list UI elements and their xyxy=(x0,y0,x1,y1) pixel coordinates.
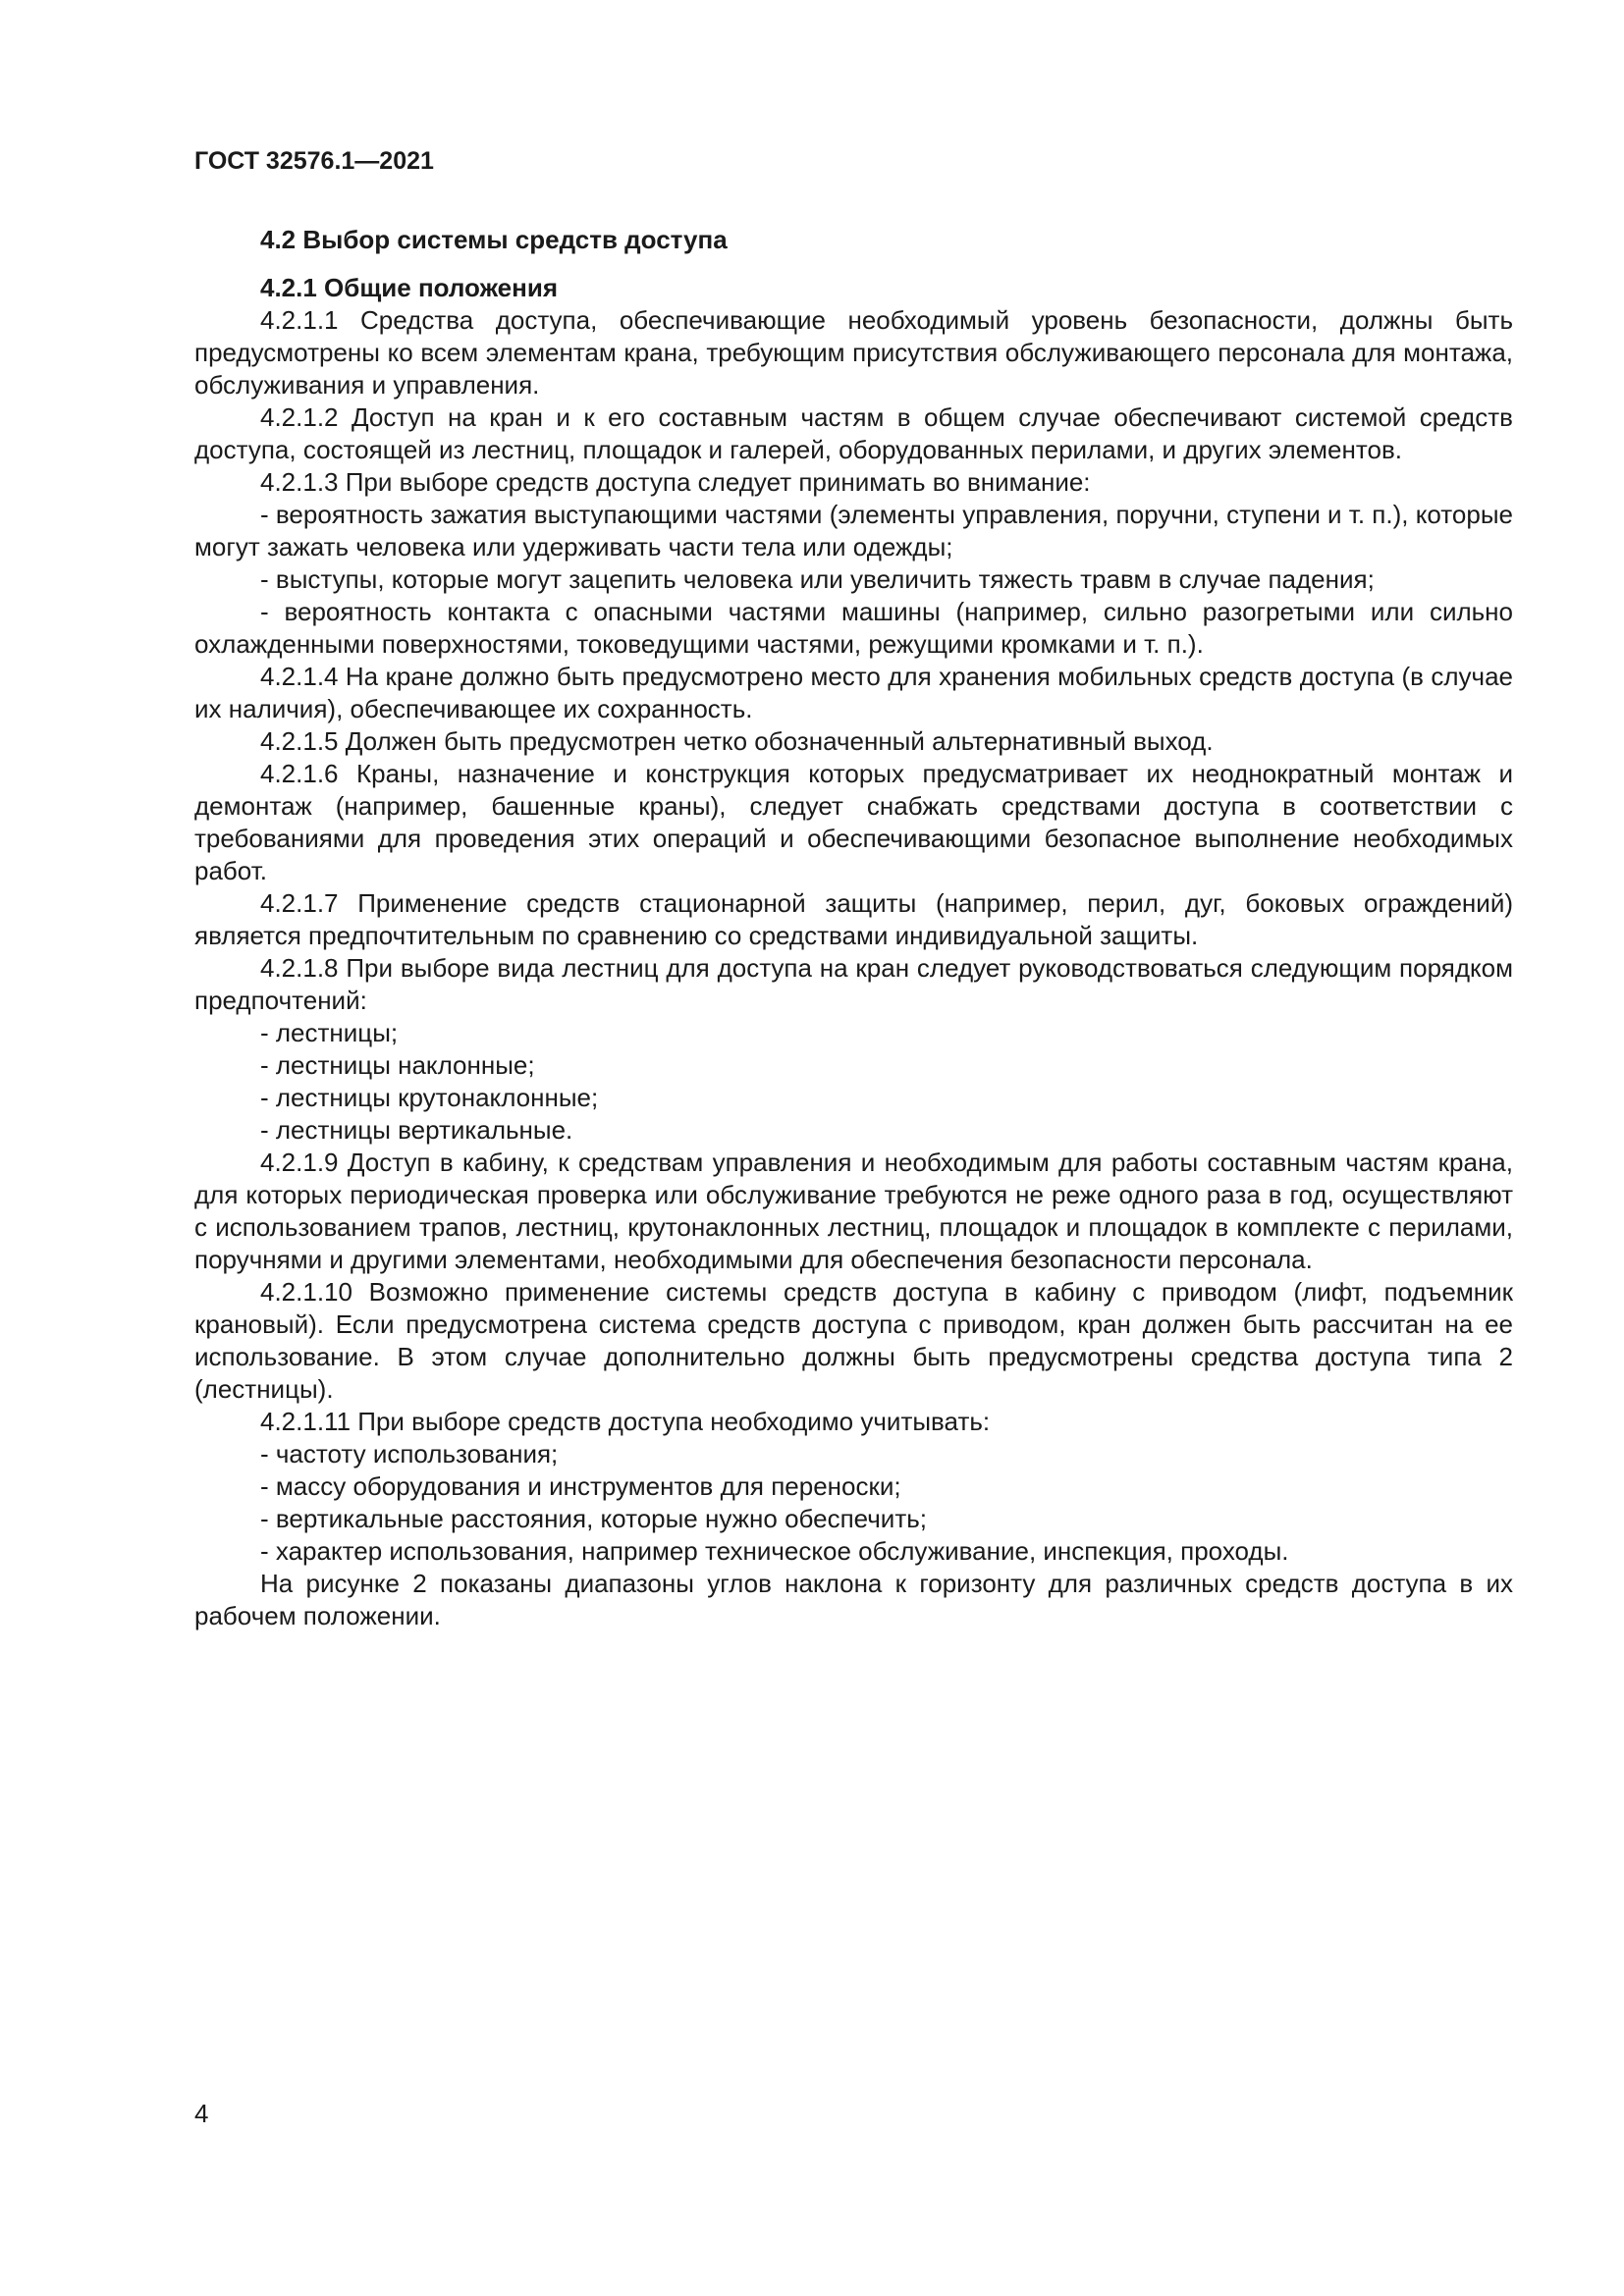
list-item: - характер использования, например техническое обслуживание, инспекция, проходы. xyxy=(260,1536,1289,1566)
list-item: - лестницы вертикальные. xyxy=(260,1115,573,1145)
paragraph: 4.2.1.6 Краны, назначение и конструкция которых предусматривает их неоднократный монтаж и демонтаж (например, башенные краны), следует снабжать средствами доступа в соответствии с требованиями для проведения этих операций и обеспечивающими безопасное выполнение необходимых работ. xyxy=(194,759,1513,885)
list-item: - вероятность зажатия выступающими частями (элементы управления, поручни, ступени и т. п.), которые могут зажать человека или удерживать части тела или одежды; xyxy=(194,500,1513,561)
document-header: ГОСТ 32576.1—2021 xyxy=(194,147,434,175)
paragraph: 4.2.1.5 Должен быть предусмотрен четко обозначенный альтернативный выход. xyxy=(260,726,1214,756)
list-item: - вероятность контакта с опасными частями машины (например, сильно разогретыми или сильно охлажденными поверхностями, токоведущими частями, режущими кромками и т. п.). xyxy=(194,597,1513,659)
paragraph: 4.2.1.4 На кране должно быть предусмотрено место для хранения мобильных средств доступа (в случае их наличия), обеспечивающее их сохранность. xyxy=(194,662,1513,723)
paragraph: 4.2.1.7 Применение средств стационарной защиты (например, перил, дуг, боковых ограждений) является предпочтительным по сравнению со средствами индивидуальной защиты. xyxy=(194,888,1513,950)
paragraph: 4.2.1.11 При выборе средств доступа необходимо учитывать: xyxy=(260,1407,991,1436)
section-content xyxy=(194,224,1513,1632)
list-item: - массу оборудования и инструментов для переноски; xyxy=(260,1471,901,1501)
paragraph: 4.2.1.9 Доступ в кабину, к средствам управления и необходимым для работы составным частям крана, для которых периодическая проверка или обслуживание требуются не реже одного раза в год, осуществляют с использованием трапов, лестниц, крутонаклонных лестниц, площадок и площадок в комплекте с перилами, поручнями и другими элементами, необходимыми для обеспечения безопасности персонала. xyxy=(194,1148,1513,1274)
list-item: - лестницы крутонаклонные; xyxy=(260,1083,599,1112)
paragraph: На рисунке 2 показаны диапазоны углов наклона к горизонту для различных средств доступа в их рабочем положении. xyxy=(194,1569,1513,1630)
list-item: - выступы, которые могут зацепить человека или увеличить тяжесть травм в случае падения; xyxy=(260,564,1375,594)
list-item: - вертикальные расстояния, которые нужно обеспечить; xyxy=(260,1504,928,1533)
subsection-heading: 4.2.1 Общие положения xyxy=(260,273,558,302)
list-item: - частоту использования; xyxy=(260,1439,559,1468)
paragraph: 4.2.1.8 При выборе вида лестниц для доступа на кран следует руководствоваться следующим порядком предпочтений: xyxy=(194,953,1513,1015)
paragraph: 4.2.1.3 При выборе средств доступа следует принимать во внимание: xyxy=(260,467,1091,497)
page-number: 4 xyxy=(194,2099,209,2128)
paragraph: 4.2.1.1 Средства доступа, обеспечивающие необходимый уровень безопасности, должны быть предусмотрены ко всем элементам крана, требующим присутствия обслуживающего персонала для монтажа, обслуживания и управления. xyxy=(194,305,1513,400)
section-heading: 4.2 Выбор системы средств доступа xyxy=(260,225,728,254)
paragraph: 4.2.1.10 Возможно применение системы средств доступа в кабину с приводом (лифт, подъемник крановый). Если предусмотрена система средств доступа с приводом, кран должен быть рассчитан на ее использование. В этом случае дополнительно должны быть предусмотрены средства доступа типа 2 (лестницы). xyxy=(194,1277,1513,1404)
list-item: - лестницы; xyxy=(260,1018,399,1047)
paragraph: 4.2.1.2 Доступ на кран и к его составным частям в общем случае обеспечивают системой средств доступа, состоящей из лестниц, площадок и галерей, оборудованных перилами, и других элементов. xyxy=(194,402,1513,464)
list-item: - лестницы наклонные; xyxy=(260,1050,535,1080)
